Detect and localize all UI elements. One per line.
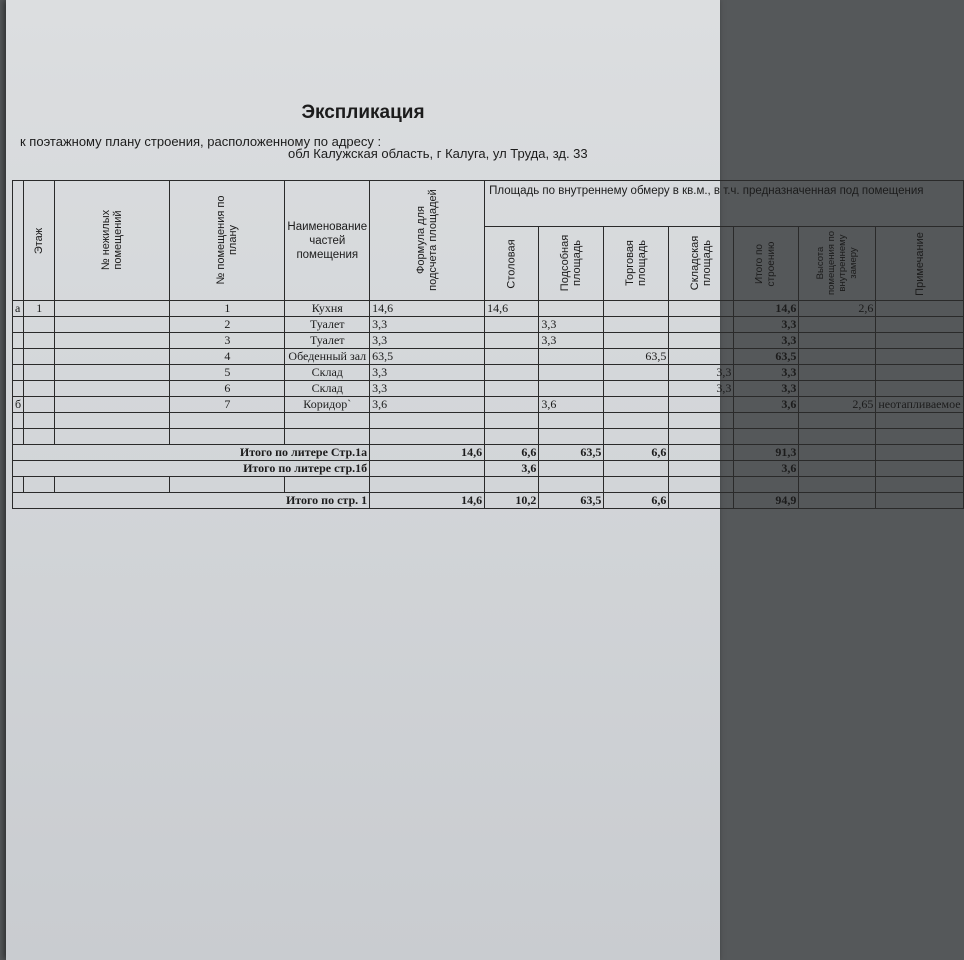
col-storage-area: Складская площадь: [669, 227, 734, 301]
total-label: Итого по стр. 1: [13, 493, 370, 509]
cell-letter: [13, 381, 24, 397]
cell-floor: [24, 365, 55, 381]
cell-trade: [604, 397, 669, 413]
empty-row: [13, 413, 964, 429]
cell-storage: 3,3: [669, 381, 734, 397]
table-row: [13, 349, 964, 365]
cell-aux: [539, 301, 604, 317]
total-formula: [370, 461, 485, 477]
cell-height: [799, 349, 876, 365]
cell-height: [799, 317, 876, 333]
cell-note: [876, 301, 963, 317]
document-sheet: [6, 0, 961, 960]
col-area-group: Площадь по внутреннему обмеру в кв.м., в т.ч. предназначенная под помещения: [485, 181, 963, 227]
cell-storage: [669, 397, 734, 413]
total-label: Итого по литере стр.1б: [13, 461, 370, 477]
cell-part-name: Обеденный зал: [285, 349, 370, 365]
cell-room-no: 6: [170, 381, 285, 397]
total-storage: [669, 445, 734, 461]
cell-formula: 3,3: [370, 317, 485, 333]
cell-part-name: Кухня: [285, 301, 370, 317]
cell-dining: [485, 333, 539, 349]
cell-storage: [669, 349, 734, 365]
cell-formula: 3,3: [370, 381, 485, 397]
cell-floor: [24, 317, 55, 333]
table-row: [13, 301, 964, 317]
total-total: 91,3: [734, 445, 799, 461]
total-aux: [539, 461, 604, 477]
table-row: [13, 381, 964, 397]
col-note: Примечание: [876, 227, 963, 301]
cell-dining: [485, 349, 539, 365]
cell-letter: [13, 333, 24, 349]
cell-letter: б: [13, 397, 24, 413]
cell-height: 2,6: [799, 301, 876, 317]
cell-note: [876, 349, 963, 365]
cell-total: 3,3: [734, 333, 799, 349]
table-row: [13, 317, 964, 333]
col-nonres-no: № нежилых помещений: [55, 181, 170, 301]
col-height: Высота помещения по внутреннему замеру: [799, 227, 876, 301]
total-total: 3,6: [734, 461, 799, 477]
total-trade: 6,6: [604, 445, 669, 461]
cell-trade: [604, 333, 669, 349]
cell-letter: [13, 365, 24, 381]
total-dining: 6,6: [485, 445, 539, 461]
cell-note: неотапливаемое: [876, 397, 963, 413]
cell-letter: [13, 317, 24, 333]
cell-note: [876, 333, 963, 349]
cell-height: 2,65: [799, 397, 876, 413]
cell-room-no: 7: [170, 397, 285, 413]
cell-nonres: [55, 365, 170, 381]
total-formula: 14,6: [370, 445, 485, 461]
cell-part-name: Туалет: [285, 333, 370, 349]
explication-table: [12, 180, 964, 509]
total-trade: [604, 461, 669, 477]
cell-note: [876, 365, 963, 381]
col-floor: Этаж: [24, 181, 55, 301]
cell-trade: [604, 365, 669, 381]
table-row: [13, 333, 964, 349]
cell-trade: [604, 317, 669, 333]
cell-nonres: [55, 333, 170, 349]
cell-total: 3,6: [734, 397, 799, 413]
cell-trade: [604, 301, 669, 317]
cell-aux: 3,6: [539, 397, 604, 413]
cell-part-name: Склад: [285, 365, 370, 381]
cell-note: [876, 381, 963, 397]
total-row: [13, 445, 964, 461]
cell-aux: 3,3: [539, 333, 604, 349]
cell-total: 3,3: [734, 381, 799, 397]
col-trade-area: Торговая площадь: [604, 227, 669, 301]
cell-part-name: Склад: [285, 381, 370, 397]
cell-total: 3,3: [734, 365, 799, 381]
cell-nonres: [55, 397, 170, 413]
cell-nonres: [55, 381, 170, 397]
col-letter: [13, 181, 24, 301]
cell-aux: [539, 381, 604, 397]
cell-floor: [24, 397, 55, 413]
total-aux: 63,5: [539, 445, 604, 461]
cell-storage: [669, 333, 734, 349]
cell-trade: [604, 381, 669, 397]
cell-floor: [24, 349, 55, 365]
cell-aux: [539, 365, 604, 381]
cell-dining: [485, 381, 539, 397]
cell-total: 14,6: [734, 301, 799, 317]
cell-nonres: [55, 317, 170, 333]
cell-part-name: Туалет: [285, 317, 370, 333]
cell-storage: 3,3: [669, 365, 734, 381]
cell-floor: [24, 333, 55, 349]
cell-formula: 3,3: [370, 333, 485, 349]
cell-height: [799, 333, 876, 349]
cell-nonres: [55, 301, 170, 317]
cell-dining: [485, 317, 539, 333]
total-storage: [669, 461, 734, 477]
cell-room-no: 4: [170, 349, 285, 365]
cell-formula: 14,6: [370, 301, 485, 317]
total-label: Итого по литере Стр.1а: [13, 445, 370, 461]
total-trade: 6,6: [604, 493, 669, 509]
cell-letter: а: [13, 301, 24, 317]
document-address: обл Калужская область, г Калуга, ул Труда, зд. 33: [288, 146, 588, 161]
total-dining: 10,2: [485, 493, 539, 509]
cell-room-no: 2: [170, 317, 285, 333]
total-row: [13, 461, 964, 477]
cell-storage: [669, 317, 734, 333]
col-aux-area: Подсобная площадь: [539, 227, 604, 301]
cell-formula: 3,6: [370, 397, 485, 413]
cell-letter: [13, 349, 24, 365]
table-row: [13, 365, 964, 381]
cell-aux: [539, 349, 604, 365]
total-storage: [669, 493, 734, 509]
cell-room-no: 5: [170, 365, 285, 381]
cell-floor: [24, 381, 55, 397]
col-room-no: № помещения по плану: [170, 181, 285, 301]
document-subtitle: к поэтажному плану строения, расположенному по адресу :: [20, 134, 382, 149]
cell-nonres: [55, 349, 170, 365]
cell-dining: [485, 397, 539, 413]
cell-total: 3,3: [734, 317, 799, 333]
table-row: [13, 397, 964, 413]
cell-floor: 1: [24, 301, 55, 317]
cell-room-no: 3: [170, 333, 285, 349]
col-formula: Формула для подсчета площадей: [370, 181, 485, 301]
total-aux: 63,5: [539, 493, 604, 509]
cell-part-name: Коридор`: [285, 397, 370, 413]
cell-dining: 14,6: [485, 301, 539, 317]
cell-dining: [485, 365, 539, 381]
cell-formula: 3,3: [370, 365, 485, 381]
total-total: 94,9: [734, 493, 799, 509]
cell-height: [799, 365, 876, 381]
cell-storage: [669, 301, 734, 317]
cell-formula: 63,5: [370, 349, 485, 365]
col-dining-area: Столовая: [485, 227, 539, 301]
cell-aux: 3,3: [539, 317, 604, 333]
empty-row: [13, 429, 964, 445]
cell-total: 63,5: [734, 349, 799, 365]
cell-height: [799, 381, 876, 397]
empty-row: [13, 477, 964, 493]
cell-trade: 63,5: [604, 349, 669, 365]
cell-room-no: 1: [170, 301, 285, 317]
total-formula: 14,6: [370, 493, 485, 509]
total-row: [13, 493, 964, 509]
col-total-building: Итого по строению: [734, 227, 799, 301]
document-title: Экспликация: [301, 102, 425, 123]
total-dining: 3,6: [485, 461, 539, 477]
col-part-name: Наименование частей помещения: [285, 181, 370, 301]
cell-note: [876, 317, 963, 333]
